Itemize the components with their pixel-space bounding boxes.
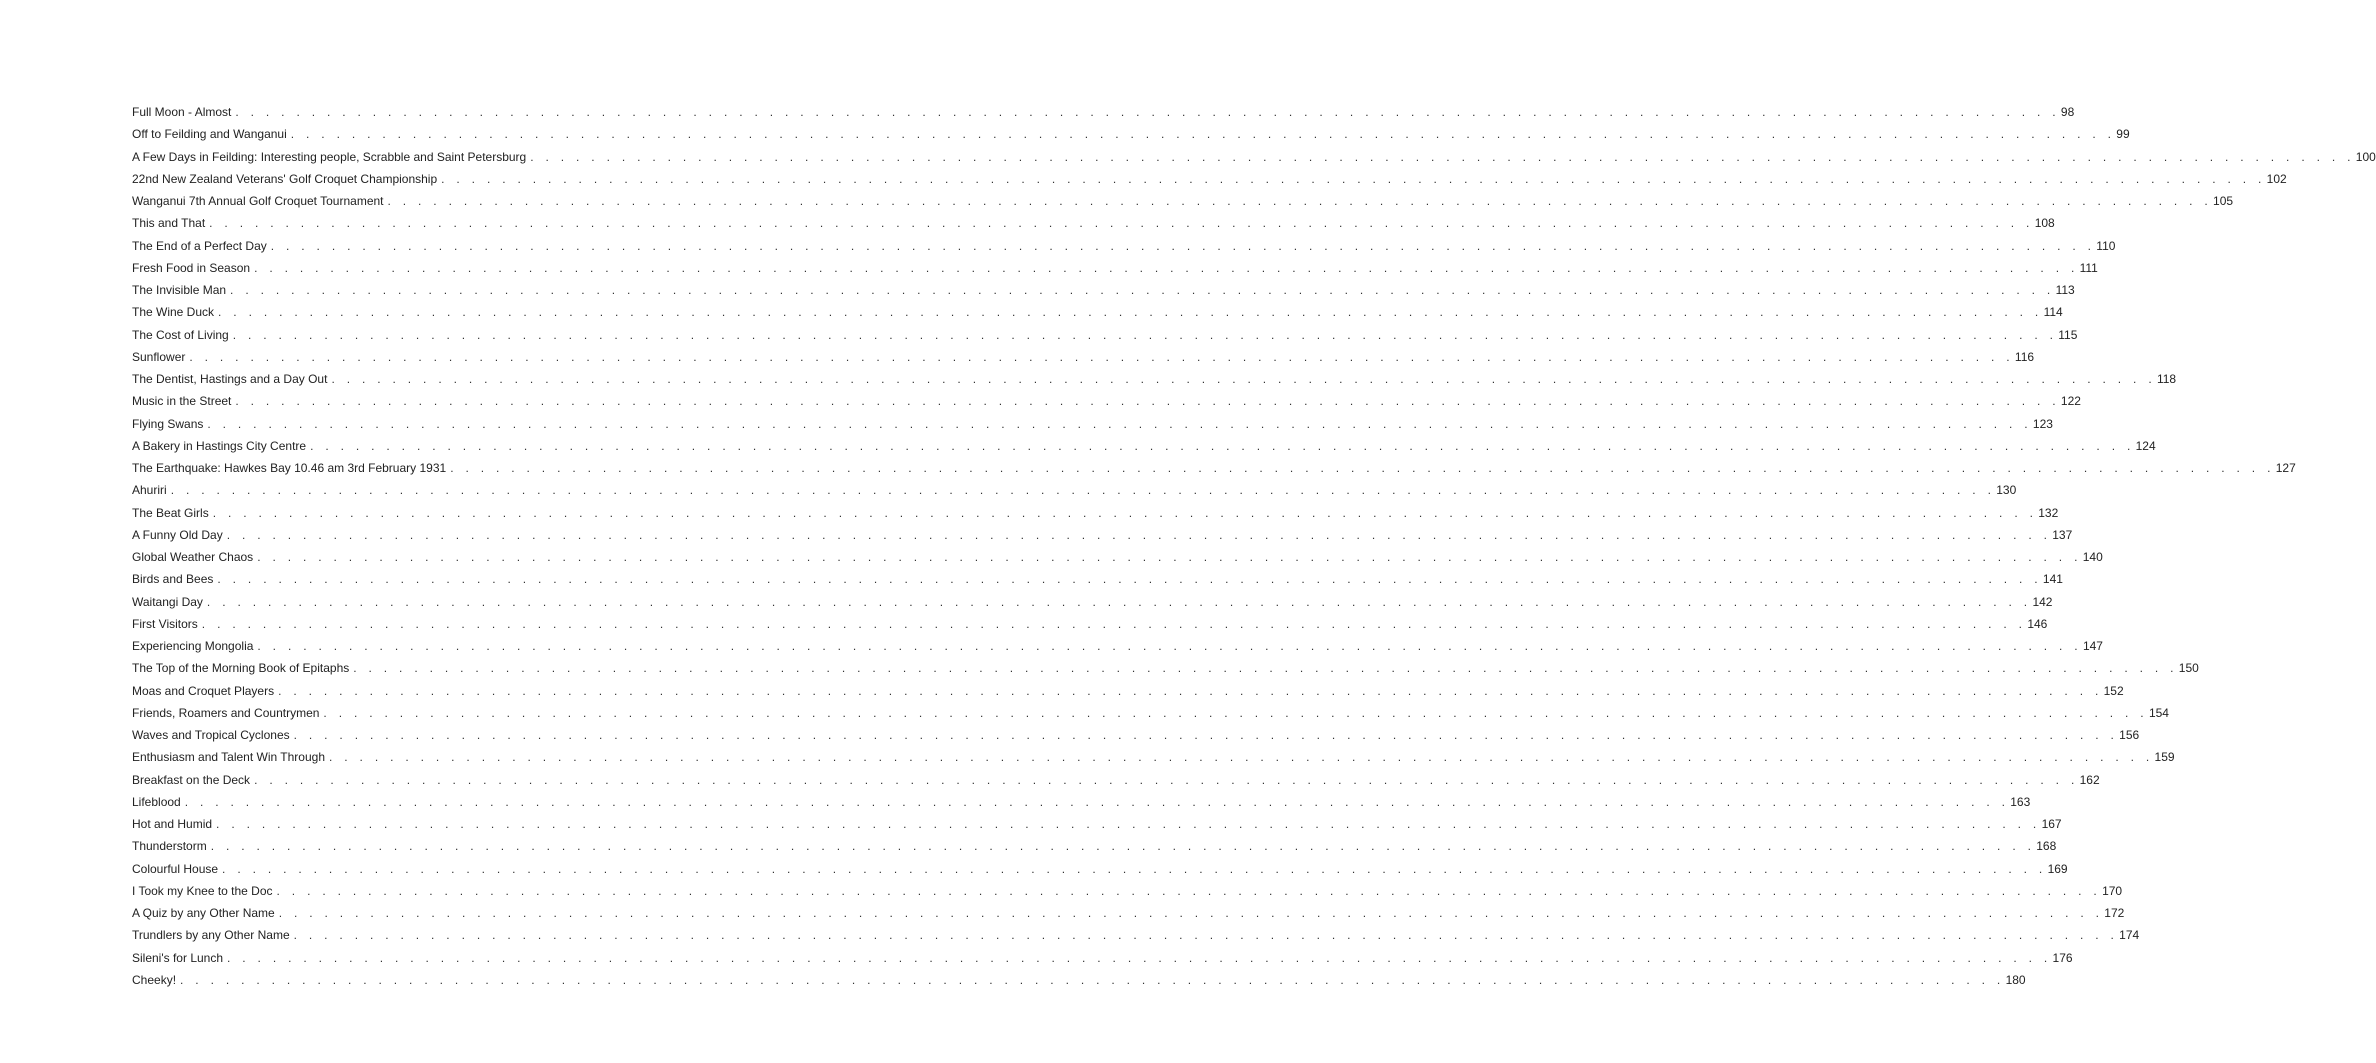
toc-dot-leader: . . . . . . . . . . . . . . . . . . . . . . . . . . . . . . . . . . . . . . . . . . . . . . . . . . . . . . . . . . . . . . . . . . . . . . . . . . . . . . . . . . . . . . . . . . . . . . . . . . . . . . . . . . . . . . . . . . . . . . . .	[232, 327, 2058, 342]
toc-entry-page-number: 127	[2275, 461, 2296, 475]
toc-entry-page-number: 142	[2032, 594, 2053, 609]
toc-entry-page-number: 152	[2103, 683, 2124, 698]
toc-dot-leader: . . . . . . . . . . . . . . . . . . . . . . . . . . . . . . . . . . . . . . . . . . . . . . . . . . . . . . . . . . . . . . . . . . . . . . . . . . . . . . . . . . . . . . . . . . . . . . . . . . . . . . . . . . . . . . . . . . . . . . . .	[323, 705, 2148, 720]
toc-entry-title: Moas and Croquet Players	[132, 683, 275, 698]
toc-dot-leader: . . . . . . . . . . . . . . . . . . . . . . . . . . . . . . . . . . . . . . . . . . . . . . . . . . . . . . . . . . . . . . . . . . . . . . . . . . . . . . . . . . . . . . . . . . . . . . . . . . . . . . . . . . . . . . . . . . . . . . . .	[206, 594, 2032, 609]
table-of-contents	[132, 101, 2376, 991]
toc-entry-title: This and That	[132, 216, 206, 231]
toc-dot-leader: . . . . . . . . . . . . . . . . . . . . . . . . . . . . . . . . . . . . . . . . . . . . . . . . . . . . . . . . . . . . . . . . . . . . . . . . . . . . . . . . . . . . . . . . . . . . . . . . . . . . . . . . . . . . . . . . . . . . . . . .	[278, 906, 2104, 920]
toc-dot-leader: . . . . . . . . . . . . . . . . . . . . . . . . . . . . . . . . . . . . . . . . . . . . . . . . . . . . . . . . . . . . . . . . . . . . . . . . . . . . . . . . . . . . . . . . . . . . . . . . . . . . . . . . . . . . . . . . . . . . . . . .	[227, 950, 2052, 965]
toc-entry[interactable]	[132, 724, 2140, 746]
toc-entry-title: The End of a Perfect Day	[132, 238, 267, 253]
toc-entry-page-number: 111	[2079, 260, 2098, 275]
toc-entry[interactable]	[132, 101, 2075, 123]
toc-entry[interactable]	[132, 835, 2057, 857]
toc-dot-leader: . . . . . . . . . . . . . . . . . . . . . . . . . . . . . . . . . . . . . . . . . . . . . . . . . . . . . . . . . . . . . . . . . . . . . . . . . . . . . . . . . . . . . . . . . . . . . . . . . . . . . . . . . . . . . . . . . . . . . . . .	[353, 661, 2178, 676]
toc-entry-title: Global Weather Chaos	[132, 550, 254, 564]
toc-dot-leader: . . . . . . . . . . . . . . . . . . . . . . . . . . . . . . . . . . . . . . . . . . . . . . . . . . . . . . . . . . . . . . . . . . . . . . . . . . . . . . . . . . . . . . . . . . . . . . . . . . . . . . . . . . . . . . . . . . . . . . . .	[189, 349, 2014, 364]
toc-dot-leader: . . . . . . . . . . . . . . . . . . . . . . . . . . . . . . . . . . . . . . . . . . . . . . . . . . . . . . . . . . . . . . . . . . . . . . . . . . . . . . . . . . . . . . . . . . . . . . . . . . . . . . . . . . . . . . . . . . . . . . . .	[226, 527, 2052, 542]
toc-dot-leader: . . . . . . . . . . . . . . . . . . . . . . . . . . . . . . . . . . . . . . . . . . . . . . . . . . . . . . . . . . . . . . . . . . . . . . . . . . . . . . . . . . . . . . . . . . . . . . . . . . . . . . . . . . . . . . . . . . . . . . . .	[210, 839, 2036, 854]
toc-dot-leader: . . . . . . . . . . . . . . . . . . . . . . . . . . . . . . . . . . . . . . . . . . . . . . . . . . . . . . . . . . . . . . . . . . . . . . . . . . . . . . . . . . . . . . . . . . . . . . . . . . . . . . . . . . . . . . . . . . . . . . . .	[257, 639, 2082, 653]
toc-entry-page-number: 174	[2119, 928, 2140, 943]
toc-dot-leader: . . . . . . . . . . . . . . . . . . . . . . . . . . . . . . . . . . . . . . . . . . . . . . . . . . . . . . . . . . . . . . . . . . . . . . . . . . . . . . . . . . . . . . . . . . . . . . . . . . . . . . . . . . . . . . . . . . . . . . . .	[180, 972, 2005, 987]
toc-entry[interactable]	[132, 746, 2175, 768]
toc-entry-page-number: 122	[2060, 394, 2081, 409]
toc-dot-leader: . . . . . . . . . . . . . . . . . . . . . . . . . . . . . . . . . . . . . . . . . . . . . . . . . . . . . . . . . . . . . . . . . . . . . . . . . . . . . . . . . . . . . . . . . . . . . . . . . . . . . . . . . . . . . . . . . . . . . . . .	[170, 483, 1996, 498]
toc-entry[interactable]	[132, 413, 2053, 435]
toc-entry[interactable]	[132, 346, 2035, 368]
toc-entry-page-number: 124	[2135, 438, 2156, 453]
toc-entry-page-number: 156	[2119, 728, 2140, 742]
toc-dot-leader: . . . . . . . . . . . . . . . . . . . . . . . . . . . . . . . . . . . . . . . . . . . . . . . . . . . . . . . . . . . . . . . . . . . . . . . . . . . . . . . . . . . . . . . . . . . . . . . . . . . . . . . . . . . . . . . . . . . . . . . .	[254, 772, 2079, 787]
toc-dot-leader: . . . . . . . . . . . . . . . . . . . . . . . . . . . . . . . . . . . . . . . . . . . . . . . . . . . . . . . . . . . . . . . . . . . . . . . . . . . . . . . . . . . . . . . . . . . . . . . . . . . . . . . . . . . . . . . . . . . . . . . .	[222, 861, 2047, 876]
toc-entry[interactable]	[132, 168, 2287, 190]
toc-dot-leader: . . . . . . . . . . . . . . . . . . . . . . . . . . . . . . . . . . . . . . . . . . . . . . . . . . . . . . . . . . . . . . . . . . . . . . . . . . . . . . . . . . . . . . . . . . . . . . . . . . . . . . . . . . . . . . . . . . . . . . . .	[217, 572, 2042, 587]
toc-dot-leader: . . . . . . . . . . . . . . . . . . . . . . . . . . . . . . . . . . . . . . . . . . . . . . . . . . . . . . . . . . . . . . . . . . . . . . . . . . . . . . . . . . . . . . . . . . . . . . . . . . . . . . . . . . . . . . . . . . . . . . . .	[276, 883, 2102, 898]
toc-entry-title: Sileni's for Lunch	[132, 950, 224, 965]
toc-dot-leader: . . . . . . . . . . . . . . . . . . . . . . . . . . . . . . . . . . . . . . . . . . . . . . . . . . . . . . . . . . . . . . . . . . . . . . . . . . . . . . . . . . . . . . . . . . . . . . . . . . . . . . . . . . . . . . . . . . . . . . . .	[216, 817, 2041, 831]
toc-entry[interactable]	[132, 324, 2078, 346]
toc-dot-leader: . . . . . . . . . . . . . . . . . . . . . . . . . . . . . . . . . . . . . . . . . . . . . . . . . . . . . . . . . . . . . . . . . . . . . . . . . . . . . . . . . . . . . . . . . . . . . . . . . . . . . . . . . . . . . . . . . . . . . . . .	[254, 260, 2079, 275]
toc-entry-page-number: 170	[2102, 883, 2123, 898]
toc-entry[interactable]	[132, 613, 2048, 635]
toc-entry[interactable]	[132, 390, 2081, 412]
toc-dot-leader: . . . . . . . . . . . . . . . . . . . . . . . . . . . . . . . . . . . . . . . . . . . . . . . . . . . . . . . . . . . . . . . . . . . . . . . . . . . . . . . . . . . . . . . . . . . . . . . . . . . . . . . . . . . . . . . . . . . . . . . .	[212, 505, 2038, 520]
toc-entry-page-number: 172	[2104, 906, 2125, 920]
toc-dot-leader: . . . . . . . . . . . . . . . . . . . . . . . . . . . . . . . . . . . . . . . . . . . . . . . . . . . . . . . . . . . . . . . . . . . . . . . . . . . . . . . . . . . . . . . . . . . . . . . . . . . . . . . . . . . . . . . . . . . . . . . .	[209, 216, 2034, 231]
toc-entry[interactable]	[132, 123, 2130, 145]
toc-entry[interactable]	[132, 657, 2199, 679]
toc-entry[interactable]	[132, 635, 2103, 657]
toc-entry-title: Wanganui 7th Annual Golf Croquet Tournament	[132, 194, 384, 208]
toc-dot-leader: . . . . . . . . . . . . . . . . . . . . . . . . . . . . . . . . . . . . . . . . . . . . . . . . . . . . . . . . . . . . . . . . . . . . . . . . . . . . . . . . . . . . . . . . . . . . . . . . . . . . . . . . . . . . . . . . . . . . . . . .	[235, 394, 2060, 409]
toc-entry-title: Flying Swans	[132, 416, 204, 431]
toc-dot-leader: . . . . . . . . . . . . . . . . . . . . . . . . . . . . . . . . . . . . . . . . . . . . . . . . . . . . . . . . . . . . . . . . . . . . . . . . . . . . . . . . . . . . . . . . . . . . . . . . . . . . . . . . . . . . . . . . . . . . . . . .	[290, 127, 2116, 142]
toc-entry-page-number: 115	[2058, 327, 2078, 342]
toc-entry[interactable]	[132, 479, 2017, 501]
toc-entry-title: Cheeky!	[132, 972, 177, 987]
toc-entry[interactable]	[132, 947, 2073, 969]
toc-dot-leader: . . . . . . . . . . . . . . . . . . . . . . . . . . . . . . . . . . . . . . . . . . . . . . . . . . . . . . . . . . . . . . . . . . . . . . . . . . . . . . . . . . . . . . . . . . . . . . . . . . . . . . . . . . . . . . . . . . . . . . . .	[331, 372, 2156, 386]
toc-entry[interactable]	[132, 368, 2177, 390]
toc-entry[interactable]	[132, 212, 2055, 234]
toc-entry-title: A Funny Old Day	[132, 527, 223, 542]
toc-entry-title: Full Moon - Almost	[132, 105, 232, 119]
toc-entry[interactable]	[132, 235, 2116, 257]
toc-entry-page-number: 168	[2036, 839, 2057, 854]
toc-entry[interactable]	[132, 858, 2068, 880]
toc-dot-leader: . . . . . . . . . . . . . . . . . . . . . . . . . . . . . . . . . . . . . . . . . . . . . . . . . . . . . . . . . . . . . . . . . . . . . . . . . . . . . . . . . . . . . . . . . . . . . . . . . . . . . . . . . . . . . . . . . . . . . . . .	[387, 194, 2213, 208]
toc-entry[interactable]	[132, 457, 2296, 479]
toc-entry[interactable]	[132, 524, 2073, 546]
toc-entry-title: The Beat Girls	[132, 505, 209, 520]
toc-entry-page-number: 141	[2042, 572, 2063, 587]
toc-entry-page-number: 169	[2047, 861, 2068, 876]
toc-entry[interactable]	[132, 902, 2125, 924]
toc-entry-page-number: 99	[2116, 127, 2130, 142]
toc-entry-title: A Quiz by any Other Name	[132, 906, 275, 920]
toc-entry-title: Experiencing Mongolia	[132, 639, 254, 653]
toc-entry-title: Colourful House	[132, 861, 219, 876]
toc-entry-title: The Cost of Living	[132, 327, 229, 342]
toc-entry[interactable]	[132, 546, 2103, 568]
toc-dot-leader: . . . . . . . . . . . . . . . . . . . . . . . . . . . . . . . . . . . . . . . . . . . . . . . . . . . . . . . . . . . . . . . . . . . . . . . . . . . . . . . . . . . . . . . . . . . . . . . . . . . . . . . . . . . . . . . . . . . . . . . .	[441, 171, 2266, 186]
toc-entry-title: Birds and Bees	[132, 572, 214, 587]
toc-entry-title: Thunderstorm	[132, 839, 207, 854]
toc-entry-page-number: 137	[2052, 527, 2073, 542]
toc-entry[interactable]	[132, 969, 2026, 991]
toc-entry-page-number: 159	[2154, 750, 2175, 765]
toc-entry-title: A Few Days in Feilding: Interesting people, Scrabble and Saint Petersburg	[132, 149, 527, 164]
toc-entry[interactable]	[132, 591, 2053, 613]
toc-entry[interactable]	[132, 190, 2234, 212]
toc-entry-title: The Dentist, Hastings and a Day Out	[132, 372, 328, 386]
toc-entry[interactable]	[132, 502, 2059, 524]
toc-entry-page-number: 110	[2096, 238, 2116, 253]
toc-entry-title: I Took my Knee to the Doc	[132, 883, 273, 898]
toc-entry-page-number: 114	[2043, 305, 2063, 320]
toc-entry[interactable]	[132, 924, 2140, 946]
toc-entry-page-number: 150	[2178, 661, 2199, 676]
toc-entry[interactable]	[132, 702, 2169, 724]
toc-entry-title: Lifeblood	[132, 794, 181, 809]
toc-entry-title: First Visitors	[132, 616, 198, 631]
toc-entry-page-number: 123	[2032, 416, 2053, 431]
toc-dot-leader: . . . . . . . . . . . . . . . . . . . . . . . . . . . . . . . . . . . . . . . . . . . . . . . . . . . . . . . . . . . . . . . . . . . . . . . . . . . . . . . . . . . . . . . . . . . . . . . . . . . . . . . . . . . . . . . . . . . . . . . .	[184, 794, 2010, 809]
toc-entry[interactable]	[132, 769, 2100, 791]
toc-dot-leader: . . . . . . . . . . . . . . . . . . . . . . . . . . . . . . . . . . . . . . . . . . . . . . . . . . . . . . . . . . . . . . . . . . . . . . . . . . . . . . . . . . . . . . . . . . . . . . . . . . . . . . . . . . . . . . . . . . . . . . . .	[329, 750, 2154, 765]
toc-entry[interactable]	[132, 791, 2031, 813]
toc-entry-title: Enthusiasm and Talent Win Through	[132, 750, 326, 765]
toc-entry-title: The Invisible Man	[132, 283, 227, 297]
toc-dot-leader: . . . . . . . . . . . . . . . . . . . . . . . . . . . . . . . . . . . . . . . . . . . . . . . . . . . . . . . . . . . . . . . . . . . . . . . . . . . . . . . . . . . . . . . . . . . . . . . . . . . . . . . . . . . . . . . . . . . . . . . .	[235, 105, 2060, 119]
toc-entry-page-number: 113	[2055, 283, 2075, 297]
toc-entry-page-number: 140	[2082, 550, 2103, 564]
toc-entry-page-number: 167	[2041, 817, 2062, 831]
toc-entry-title: Off to Feilding and Wanganui	[132, 127, 287, 142]
toc-dot-leader: . . . . . . . . . . . . . . . . . . . . . . . . . . . . . . . . . . . . . . . . . . . . . . . . . . . . . . . . . . . . . . . . . . . . . . . . . . . . . . . . . . . . . . . . . . . . . . . . . . . . . . . . . . . . . . . . . . . . . . . .	[530, 149, 2355, 164]
toc-entry[interactable]	[132, 435, 2156, 457]
toc-entry-page-number: 100	[2355, 149, 2376, 164]
toc-dot-leader: . . . . . . . . . . . . . . . . . . . . . . . . . . . . . . . . . . . . . . . . . . . . . . . . . . . . . . . . . . . . . . . . . . . . . . . . . . . . . . . . . . . . . . . . . . . . . . . . . . . . . . . . . . . . . . . . . . . . . . . .	[450, 461, 2275, 475]
toc-dot-leader: . . . . . . . . . . . . . . . . . . . . . . . . . . . . . . . . . . . . . . . . . . . . . . . . . . . . . . . . . . . . . . . . . . . . . . . . . . . . . . . . . . . . . . . . . . . . . . . . . . . . . . . . . . . . . . . . . . . . . . . .	[270, 238, 2096, 253]
toc-entry-title: Music in the Street	[132, 394, 232, 409]
toc-entry[interactable]	[132, 146, 2376, 168]
toc-dot-leader: . . . . . . . . . . . . . . . . . . . . . . . . . . . . . . . . . . . . . . . . . . . . . . . . . . . . . . . . . . . . . . . . . . . . . . . . . . . . . . . . . . . . . . . . . . . . . . . . . . . . . . . . . . . . . . . . . . . . . . . .	[278, 683, 2103, 698]
toc-entry[interactable]	[132, 301, 2063, 323]
toc-entry-page-number: 176	[2052, 950, 2073, 965]
toc-entry-title: Sunflower	[132, 349, 186, 364]
toc-entry-page-number: 146	[2027, 616, 2048, 631]
toc-entry-page-number: 102	[2266, 171, 2287, 186]
toc-entry-page-number: 147	[2082, 639, 2103, 653]
toc-entry-page-number: 162	[2079, 772, 2100, 787]
toc-entry-title: Trundlers by any Other Name	[132, 928, 290, 943]
toc-entry-title: Waitangi Day	[132, 594, 203, 609]
toc-dot-leader: . . . . . . . . . . . . . . . . . . . . . . . . . . . . . . . . . . . . . . . . . . . . . . . . . . . . . . . . . . . . . . . . . . . . . . . . . . . . . . . . . . . . . . . . . . . . . . . . . . . . . . . . . . . . . . . . . . . . . . . .	[293, 728, 2119, 742]
toc-entry-page-number: 118	[2156, 372, 2177, 386]
toc-entry-page-number: 116	[2014, 349, 2035, 364]
toc-entry-page-number: 98	[2060, 105, 2075, 119]
toc-entry[interactable]	[132, 680, 2124, 702]
toc-entry-page-number: 108	[2034, 216, 2055, 231]
toc-entry-title: Fresh Food in Season	[132, 260, 251, 275]
toc-entry[interactable]	[132, 279, 2075, 301]
toc-entry-title: Ahuriri	[132, 483, 167, 498]
toc-dot-leader: . . . . . . . . . . . . . . . . . . . . . . . . . . . . . . . . . . . . . . . . . . . . . . . . . . . . . . . . . . . . . . . . . . . . . . . . . . . . . . . . . . . . . . . . . . . . . . . . . . . . . . . . . . . . . . . . . . . . . . . .	[230, 283, 2055, 297]
toc-entry-title: The Earthquake: Hawkes Bay 10.46 am 3rd February 1931	[132, 461, 447, 475]
toc-entry-title: Hot and Humid	[132, 817, 213, 831]
toc-entry-page-number: 163	[2010, 794, 2031, 809]
toc-dot-leader: . . . . . . . . . . . . . . . . . . . . . . . . . . . . . . . . . . . . . . . . . . . . . . . . . . . . . . . . . . . . . . . . . . . . . . . . . . . . . . . . . . . . . . . . . . . . . . . . . . . . . . . . . . . . . . . . . . . . . . . .	[218, 305, 2043, 320]
toc-entry-page-number: 132	[2038, 505, 2059, 520]
toc-entry[interactable]	[132, 880, 2123, 902]
toc-entry-title: The Top of the Morning Book of Epitaphs	[132, 661, 350, 676]
toc-entry[interactable]	[132, 813, 2062, 835]
toc-dot-leader: . . . . . . . . . . . . . . . . . . . . . . . . . . . . . . . . . . . . . . . . . . . . . . . . . . . . . . . . . . . . . . . . . . . . . . . . . . . . . . . . . . . . . . . . . . . . . . . . . . . . . . . . . . . . . . . . . . . . . . . .	[257, 550, 2082, 564]
toc-entry-title: The Wine Duck	[132, 305, 215, 320]
toc-dot-leader: . . . . . . . . . . . . . . . . . . . . . . . . . . . . . . . . . . . . . . . . . . . . . . . . . . . . . . . . . . . . . . . . . . . . . . . . . . . . . . . . . . . . . . . . . . . . . . . . . . . . . . . . . . . . . . . . . . . . . . . .	[293, 928, 2119, 943]
toc-entry-title: A Bakery in Hastings City Centre	[132, 438, 307, 453]
toc-entry-title: Breakfast on the Deck	[132, 772, 251, 787]
toc-entry-page-number: 154	[2148, 705, 2169, 720]
toc-entry-title: 22nd New Zealand Veterans' Golf Croquet Championship	[132, 171, 438, 186]
toc-dot-leader: . . . . . . . . . . . . . . . . . . . . . . . . . . . . . . . . . . . . . . . . . . . . . . . . . . . . . . . . . . . . . . . . . . . . . . . . . . . . . . . . . . . . . . . . . . . . . . . . . . . . . . . . . . . . . . . . . . . . . . . .	[201, 616, 2027, 631]
toc-entry-page-number: 130	[1996, 483, 2017, 498]
toc-entry-page-number: 180	[2005, 972, 2026, 987]
toc-dot-leader: . . . . . . . . . . . . . . . . . . . . . . . . . . . . . . . . . . . . . . . . . . . . . . . . . . . . . . . . . . . . . . . . . . . . . . . . . . . . . . . . . . . . . . . . . . . . . . . . . . . . . . . . . . . . . . . . . . . . . . . .	[207, 416, 2032, 431]
toc-entry[interactable]	[132, 257, 2098, 279]
toc-entry[interactable]	[132, 568, 2063, 590]
toc-entry-title: Waves and Tropical Cyclones	[132, 728, 290, 742]
toc-dot-leader: . . . . . . . . . . . . . . . . . . . . . . . . . . . . . . . . . . . . . . . . . . . . . . . . . . . . . . . . . . . . . . . . . . . . . . . . . . . . . . . . . . . . . . . . . . . . . . . . . . . . . . . . . . . . . . . . . . . . . . . .	[310, 438, 2135, 453]
toc-entry-page-number: 105	[2213, 194, 2234, 208]
toc-entry-title: Friends, Roamers and Countrymen	[132, 705, 320, 720]
